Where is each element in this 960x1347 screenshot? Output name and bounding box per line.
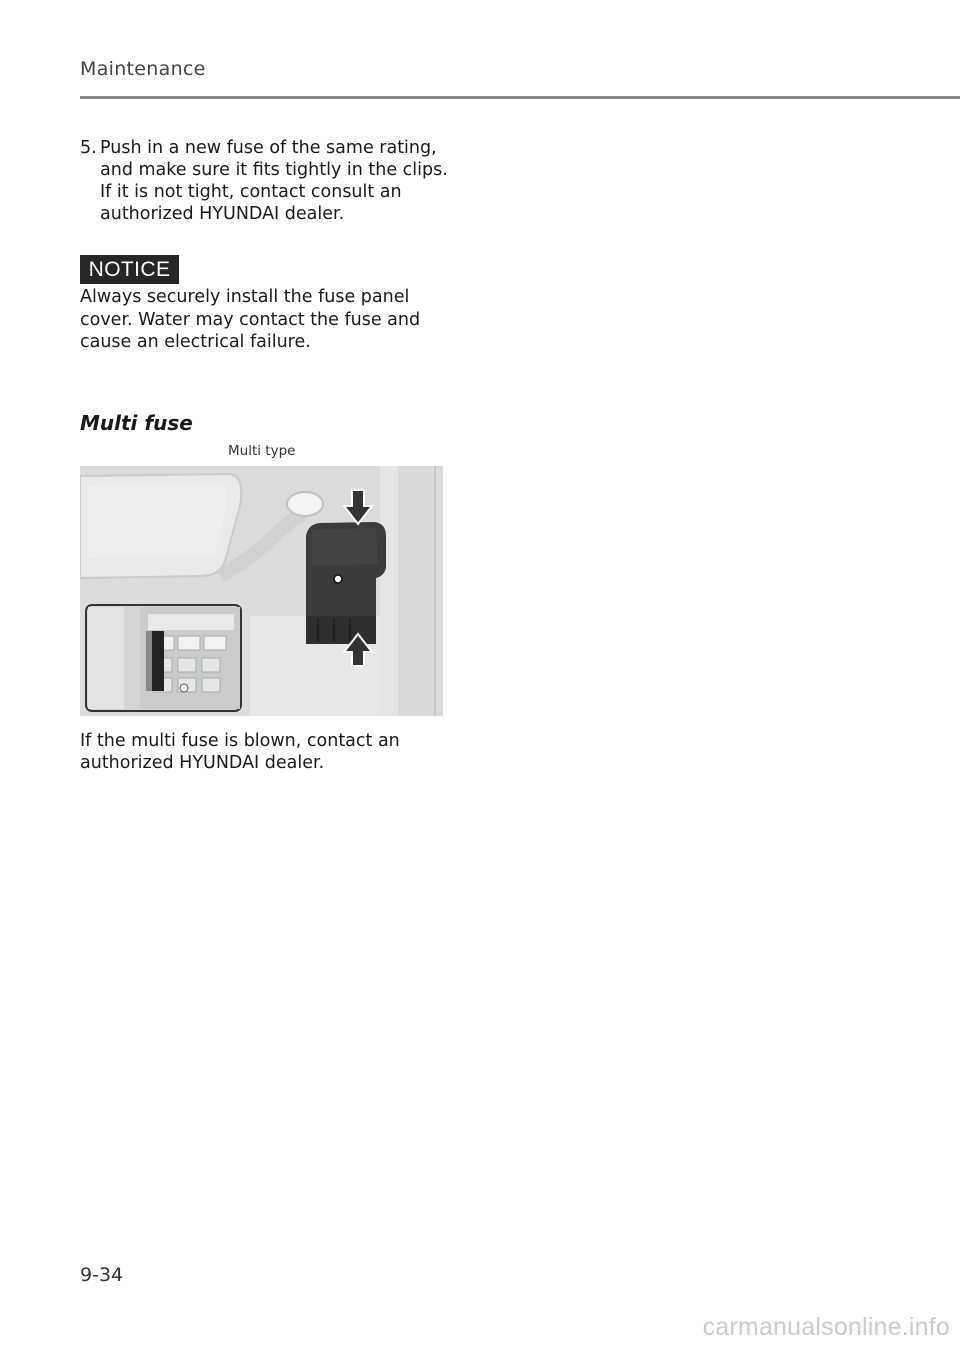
multi-fuse-heading: Multi fuse [80, 411, 193, 435]
step-number: 5. [80, 138, 97, 158]
multi-fuse-body: If the multi fuse is blown, contact an authorized HYUNDAI dealer. [80, 731, 400, 773]
figure-caption: Multi type [228, 443, 296, 459]
notice-badge: NOTICE [80, 255, 179, 284]
step-5 [80, 137, 450, 225]
fuse-block-inset [86, 605, 241, 711]
multi-fuse-illustration [80, 466, 443, 716]
watermark: carmanualsonline.info [702, 1313, 950, 1341]
page-number: 9-34 [80, 1264, 124, 1286]
header-divider [80, 96, 960, 99]
notice-text: Always securely install the fuse panel cover. Water may contact the fuse and cause an electrical failure. [80, 287, 421, 352]
step-text: Push in a new fuse of the same rating, and make sure it fits tightly in the clips. If it is not tight, contact consult an authorized HYUNDAI dealer. [100, 138, 448, 224]
section-title: Maintenance [80, 58, 206, 80]
